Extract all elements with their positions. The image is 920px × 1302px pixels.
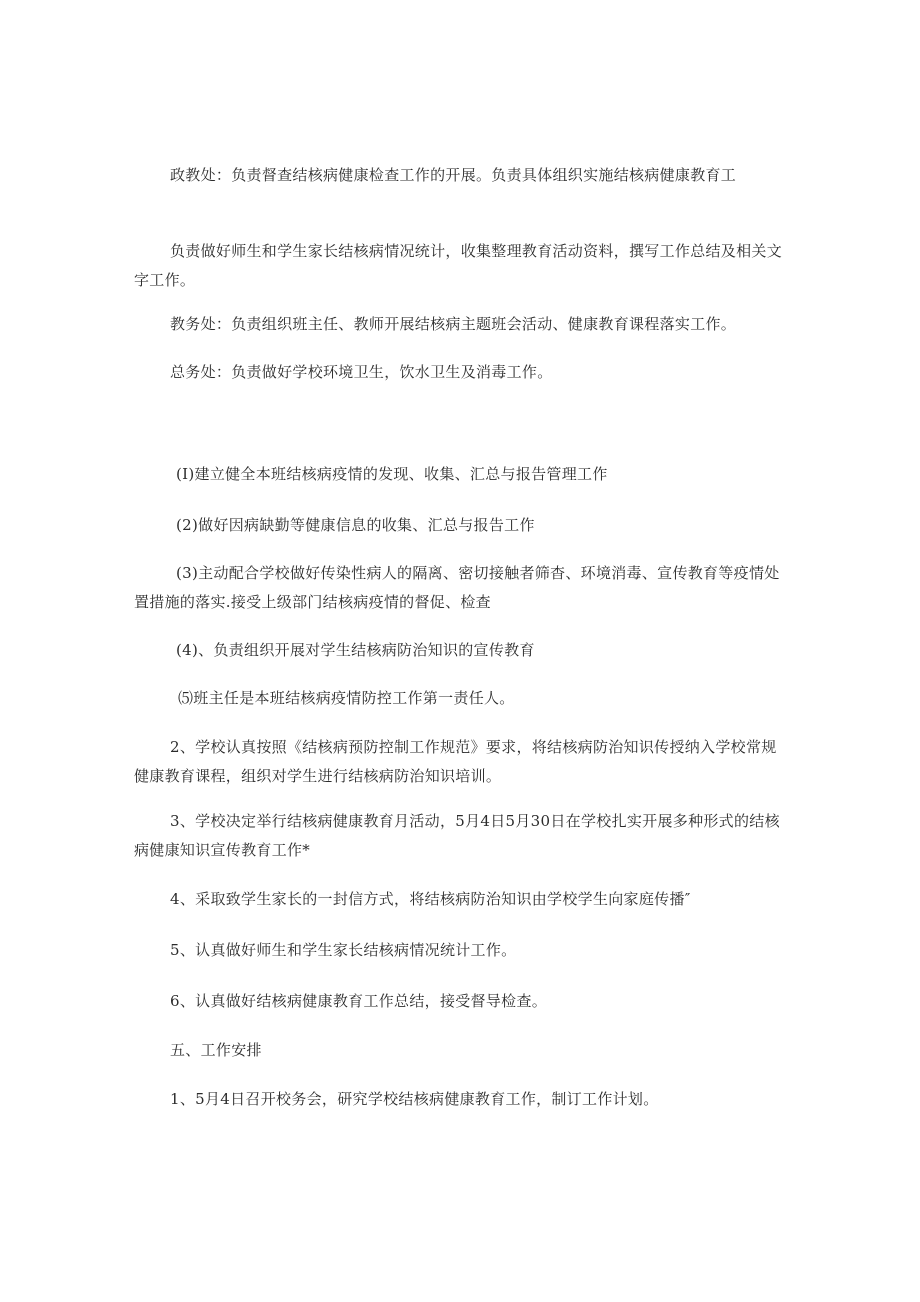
paragraph-item-5: ⑸班主任是本班结核病疫情防控工作第一责任人。 [178, 689, 515, 707]
paragraph-point-2: 2、学校认真按照《结核病预防控制工作规范》要求，将结核病防治知识传授纳入学校常规健康教育课程，组织对学生进行结核病防治知识培训。 [134, 738, 777, 785]
paragraph-political-office: 政教处：负责督查结核病健康检查工作的开展。负责具体组织实施结核病健康教育工 [170, 166, 737, 184]
paragraph-point-3: 3、学校决定举行结核病健康教育月活动，5月4日5月30日在学校扎实开展多种形式的结核病健康知识宣传教育工作* [134, 812, 780, 859]
paragraph-academic-office: 教务处：负责组织班主任、教师开展结核病主题班会活动、健康教育课程落实工作。 [170, 315, 737, 333]
paragraph-point-4: 4、采取致学生家长的一封信方式，将结核病防治知识由学校学生向家庭传播″ [170, 890, 691, 908]
section-heading-work-arrangement: 五、工作安排 [170, 1041, 262, 1059]
paragraph-arrangement-1: 1、5月4日召开校务会，研究学校结核病健康教育工作，制订工作计划。 [170, 1090, 659, 1108]
paragraph-item-1: (I)建立健全本班结核病疫情的发现、收集、汇总与报告管理工作 [176, 465, 608, 483]
paragraph-general-office: 总务处：负责做好学校环境卫生，饮水卫生及消毒工作。 [170, 363, 553, 381]
paragraph-point-6: 6、认真做好结核病健康教育工作总结，接受督导检查。 [170, 992, 548, 1010]
paragraph-item-3: (3)主动配合学校做好传染性病人的隔离、密切接触者筛杳、环境消毒、宣传教育等疫情处置措施的落实.接受上级部门结核病疫情的督促、检查 [134, 564, 780, 611]
paragraph-item-4: (4)、负责组织开展对学生结核病防治知识的宣传教育 [176, 641, 535, 659]
paragraph-item-2: (2)做好因病缺勤等健康信息的收集、汇总与报告工作 [176, 516, 535, 534]
paragraph-point-5: 5、认真做好师生和学生家长结核病情况统计工作。 [170, 941, 517, 959]
paragraph-statistics-duty: 负责做好师生和学生家长结核病情况统计，收集整理教育活动资料，撰写工作总结及相关文字工作。 [134, 242, 783, 289]
